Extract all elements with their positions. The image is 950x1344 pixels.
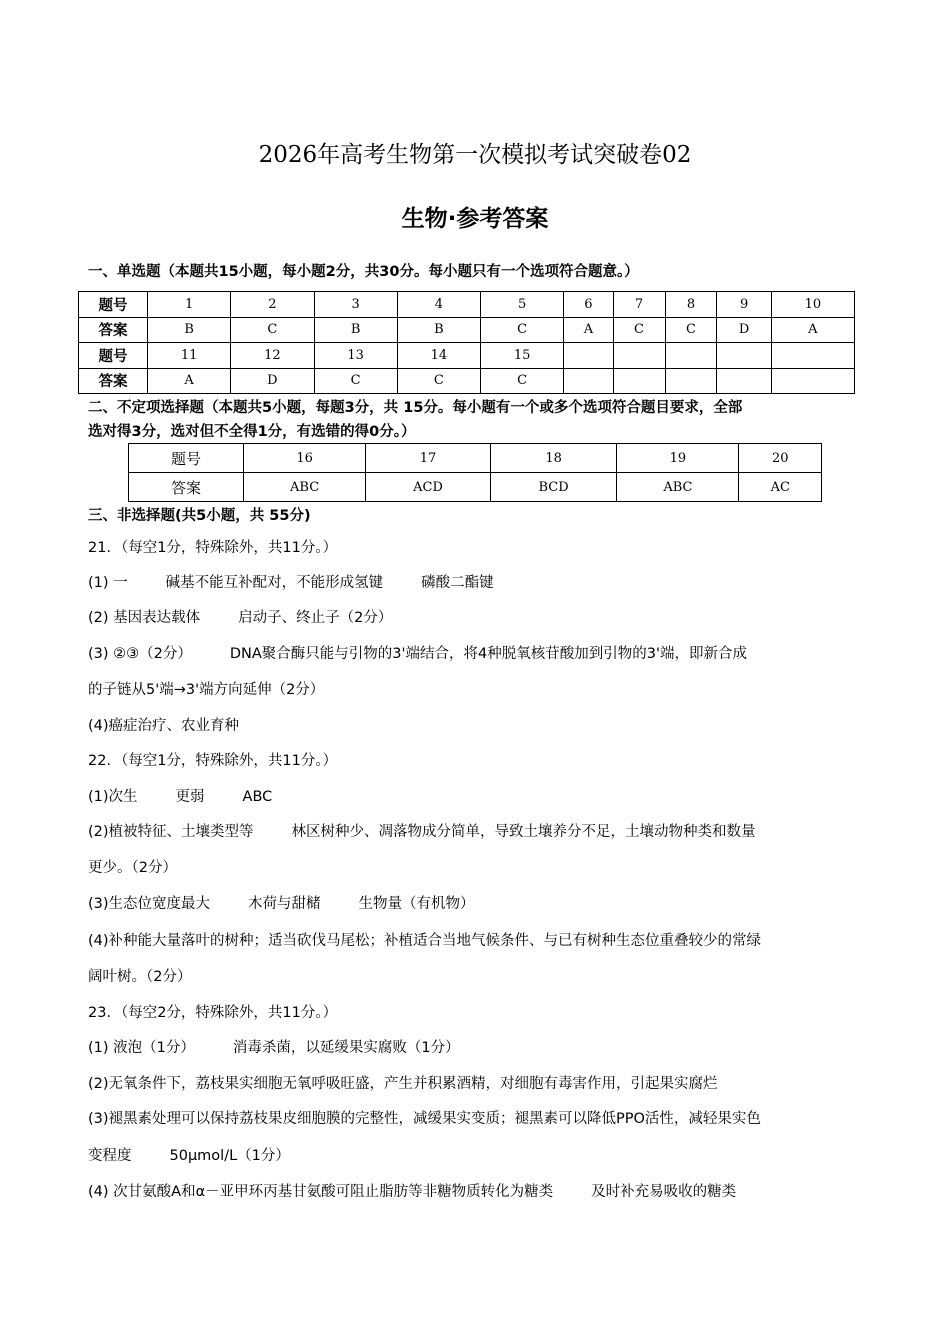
answer-row-2 <box>79 368 855 394</box>
table-cell: 6 <box>564 292 613 318</box>
q23-answer-3: (3)褪黑素处理可以保持荔枝果皮细胞膜的完整性，减缓果实变质；褪黑素可以降低PPO活性，减轻果实色 <box>88 1111 761 1127</box>
table-cell <box>665 368 717 394</box>
q22-3-a: (3)生态位宽度最大 <box>88 896 211 912</box>
q22-answer-2-cont: 更少。（2分） <box>88 860 177 876</box>
table-cell: 19 <box>617 444 739 473</box>
row-label: 题号 <box>79 292 148 318</box>
table-cell <box>564 343 613 369</box>
section2-heading <box>88 396 868 444</box>
q21-answer-1 <box>88 571 494 592</box>
table-cell: 17 <box>366 444 491 473</box>
q21-answer-2 <box>88 606 392 627</box>
table-cell: 11 <box>148 343 231 369</box>
q22-answer-4-cont: 阔叶树。（2分） <box>88 969 192 985</box>
row-label: 答案 <box>129 473 244 502</box>
q21-answer-3 <box>88 642 747 663</box>
section3-heading: 三、非选择题(共5小题，共 55分) <box>88 508 311 524</box>
table-cell: C <box>481 368 564 394</box>
q23-4-a: (4) 次甘氨酸A和α－亚甲环丙基甘氨酸可阻止脂肪等非糖物质转化为糖类 <box>88 1184 554 1200</box>
table-cell: A <box>564 317 613 343</box>
table-cell: C <box>613 317 665 343</box>
table-cell: 12 <box>231 343 314 369</box>
table-cell: 18 <box>490 444 616 473</box>
single-choice-answer-table <box>78 291 855 394</box>
table-cell: AC <box>739 473 822 502</box>
q21-2-a: (2) 基因表达载体 <box>88 610 201 626</box>
table-cell: D <box>231 368 314 394</box>
q21-answer-4: (4)癌症治疗、农业育种 <box>88 718 240 734</box>
q22-3-c: 生物量（有机物） <box>358 896 475 912</box>
q21-2-b: 启动子、终止子（2分） <box>238 610 393 626</box>
multi-choice-answer-table <box>128 443 822 502</box>
q21-3-a: (3) ②③（2分） <box>88 646 192 662</box>
table-cell: A <box>148 368 231 394</box>
q21-1-b: 碱基不能互补配对，不能形成氢键 <box>165 575 384 591</box>
question-row-2 <box>79 343 855 369</box>
row-label: 题号 <box>129 444 244 473</box>
table-cell: B <box>397 317 480 343</box>
table-cell: C <box>231 317 314 343</box>
table-cell: 20 <box>739 444 822 473</box>
q22-2-b: 林区树种少、凋落物成分简单，导致土壤养分不足，土壤动物种类和数量 <box>291 824 756 840</box>
q22-answer-2 <box>88 820 756 841</box>
question-row-1 <box>79 292 855 318</box>
table-cell: 3 <box>314 292 397 318</box>
table-cell: D <box>717 317 771 343</box>
q23-answer-4 <box>88 1180 736 1201</box>
q22-3-b: 木荷与甜槠 <box>248 896 321 912</box>
answer-row-1 <box>79 317 855 343</box>
q22-1-b: 更弱 <box>175 789 205 805</box>
q22-2-a: (2)植被特征、土壤类型等 <box>88 824 254 840</box>
table-cell: 1 <box>148 292 231 318</box>
q23-3-b: 50μmol/L（1分） <box>169 1148 290 1164</box>
table-cell: ABC <box>617 473 739 502</box>
table-cell: 13 <box>314 343 397 369</box>
q22-header: 22．（每空1分，特殊除外，共11分。） <box>88 753 338 769</box>
q22-1-c: ABC <box>242 789 273 805</box>
q21-1-a: (1) 一 <box>88 575 128 591</box>
table-cell: 14 <box>397 343 480 369</box>
q23-answer-3-cont <box>88 1144 290 1165</box>
table-cell: 16 <box>244 444 366 473</box>
table-cell: 5 <box>481 292 564 318</box>
section2-heading-line1: 二、不定项选择题（本题共5小题，每题3分，共 15分。每小题有一个或多个选项符合题目要求，全部 <box>88 400 743 416</box>
q21-1-c: 磷酸二酯键 <box>421 575 494 591</box>
table-cell <box>771 343 854 369</box>
table-cell: ACD <box>366 473 491 502</box>
table-cell <box>613 343 665 369</box>
q23-1-b: 消毒杀菌，以延缓果实腐败（1分） <box>232 1040 460 1056</box>
table-cell: C <box>665 317 717 343</box>
table-cell <box>564 368 613 394</box>
page-subtitle: 生物·参考答案 <box>401 206 549 232</box>
row-label: 题号 <box>79 343 148 369</box>
q21-answer-3-cont: 的子链从5'端→3'端方向延伸（2分） <box>88 682 325 698</box>
answer-row <box>129 473 822 502</box>
table-cell: C <box>397 368 480 394</box>
table-cell: BCD <box>490 473 616 502</box>
q23-4-b: 及时补充易吸收的糖类 <box>591 1184 737 1200</box>
q21-header: 21．（每空1分，特殊除外，共11分。） <box>88 540 338 556</box>
table-cell <box>665 343 717 369</box>
table-cell: 2 <box>231 292 314 318</box>
table-cell: C <box>314 368 397 394</box>
table-cell: 4 <box>397 292 480 318</box>
table-cell: ABC <box>244 473 366 502</box>
q23-header: 23．（每空2分，特殊除外，共11分。） <box>88 1005 338 1021</box>
q23-answer-2: (2)无氧条件下，荔枝果实细胞无氧呼吸旺盛，产生并积累酒精，对细胞有毒害作用，引起果实腐烂 <box>88 1076 718 1092</box>
table-cell: 10 <box>771 292 854 318</box>
row-label: 答案 <box>79 317 148 343</box>
table-cell: B <box>314 317 397 343</box>
table-cell <box>717 368 771 394</box>
q23-answer-1 <box>88 1036 460 1057</box>
q22-answer-3 <box>88 892 475 913</box>
question-row <box>129 444 822 473</box>
section1-heading: 一、单选题（本题共15小题，每小题2分，共30分。每小题只有一个选项符合题意。） <box>88 264 639 280</box>
table-cell: 9 <box>717 292 771 318</box>
table-cell: C <box>481 317 564 343</box>
q22-answer-1 <box>88 785 272 806</box>
table-cell: B <box>148 317 231 343</box>
q23-1-a: (1) 液泡（1分） <box>88 1040 195 1056</box>
table-cell <box>717 343 771 369</box>
row-label: 答案 <box>79 368 148 394</box>
table-cell <box>613 368 665 394</box>
page-title: 2026年高考生物第一次模拟考试突破卷02 <box>258 142 692 168</box>
table-cell: 7 <box>613 292 665 318</box>
table-cell: A <box>771 317 854 343</box>
table-cell: 8 <box>665 292 717 318</box>
q22-answer-4: (4)补种能大量落叶的树种；适当砍伐马尾松；补植适合当地气候条件、与已有树种生态位重叠较少的常绿 <box>88 933 762 949</box>
q21-3-b: DNA聚合酶只能与引物的3'端结合，将4种脱氧核苷酸加到引物的3'端，即新合成 <box>229 646 747 662</box>
section2-heading-line2: 选对得3分，选对但不全得1分，有选错的得0分。） <box>88 424 416 440</box>
table-cell: 15 <box>481 343 564 369</box>
q23-3-a: 变程度 <box>88 1148 132 1164</box>
table-cell <box>771 368 854 394</box>
q22-1-a: (1)次生 <box>88 789 138 805</box>
